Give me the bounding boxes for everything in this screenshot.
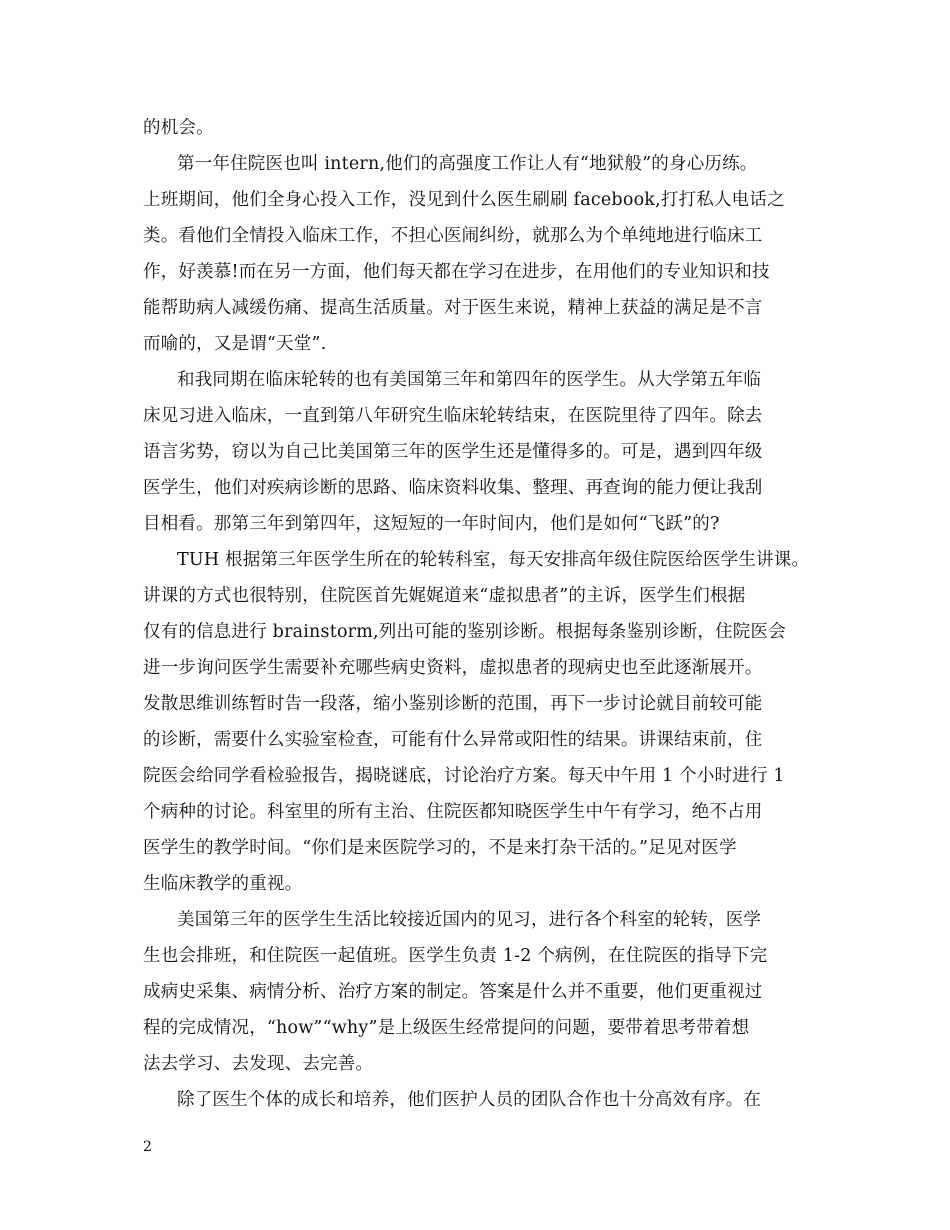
text-line: 进一步询问医学生需要补充哪些病史资料，虚拟患者的现病史也至此逐渐展开。 <box>143 658 763 678</box>
text-line: 仅有的信息进行 brainstorm,列出可能的鉴别诊断。根据每条鉴别诊断，住院医会 <box>143 622 786 642</box>
text-line: 院医会给同学看检验报告，揭晓谜底，讨论治疗方案。每天中午用 1 个小时进行 1 <box>143 766 785 786</box>
text-line: 讲课的方式也很特别，住院医首先娓娓道来“虚拟患者”的主诉，医学生们根据 <box>143 586 746 606</box>
text-line: 类。看他们全情投入临床工作，不担心医闹纠纷，就那么为个单纯地进行临床工 <box>143 226 763 246</box>
text-line: 法去学习、去发现、去完善。 <box>143 1054 374 1074</box>
text-line: 上班期间，他们全身心投入工作，没见到什么医生刷刷 facebook,打打私人电话之 <box>143 190 785 210</box>
text-line: 床见习进入临床，一直到第八年研究生临床轮转结束，在医院里待了四年。除去 <box>143 406 763 426</box>
text-line: 美国第三年的医学生生活比较接近国内的见习，进行各个科室的轮转，医学 <box>177 910 762 930</box>
text-line: 除了医生个体的成长和培养，他们医护人员的团队合作也十分高效有序。在 <box>177 1090 762 1110</box>
text-line: TUH 根据第三年医学生所在的轮转科室，每天安排高年级住院医给医学生讲课。 <box>177 550 810 570</box>
text-line: 的诊断，需要什么实验室检查，可能有什么异常或阳性的结果。讲课结束前，住 <box>143 730 763 750</box>
text-line: 作，好羡慕!而在另一方面，他们每天都在学习在进步，在用他们的专业知识和技 <box>143 262 770 282</box>
text-line: 生也会排班，和住院医一起值班。医学生负责 1-2 个病例，在住院医的指导下完 <box>143 946 768 966</box>
text-line: 的机会。 <box>143 118 214 138</box>
text-line: 医学生的教学时间。“你们是来医院学习的，不是来打杂干活的。”足见对医学 <box>143 838 737 858</box>
text-line: 生临床教学的重视。 <box>143 874 303 894</box>
text-line: 个病种的讨论。科室里的所有主治、住院医都知晓医学生中午有学习，绝不占用 <box>143 802 763 822</box>
text-line: 而喻的，又是谓“天堂”. <box>143 334 327 354</box>
text-line: 发散思维训练暂时告一段落，缩小鉴别诊断的范围，再下一步讨论就目前较可能 <box>143 694 763 714</box>
page-number: 2 <box>143 1139 152 1155</box>
text-line: 目相看。那第三年到第四年，这短短的一年时间内，他们是如何“飞跃”的? <box>143 514 720 534</box>
text-line: 成病史采集、病情分析、治疗方案的制定。答案是什么并不重要，他们更重视过 <box>143 982 763 1002</box>
text-line: 和我同期在临床轮转的也有美国第三年和第四年的医学生。从大学第五年临 <box>177 370 762 390</box>
text-line: 能帮助病人减缓伤痛、提高生活质量。对于医生来说，精神上获益的满足是不言 <box>143 298 763 318</box>
text-line: 第一年住院医也叫 intern,他们的高强度工作让人有“地狱般”的身心历练。 <box>177 154 758 174</box>
text-line: 程的完成情况，“how”“why”是上级医生经常提问的问题，要带着思考带着想 <box>143 1018 750 1038</box>
text-line: 语言劣势，窃以为自己比美国第三年的医学生还是懂得多的。可是，遇到四年级 <box>143 442 763 462</box>
text-line: 医学生，他们对疾病诊断的思路、临床资料收集、整理、再查询的能力便让我刮 <box>143 478 763 498</box>
